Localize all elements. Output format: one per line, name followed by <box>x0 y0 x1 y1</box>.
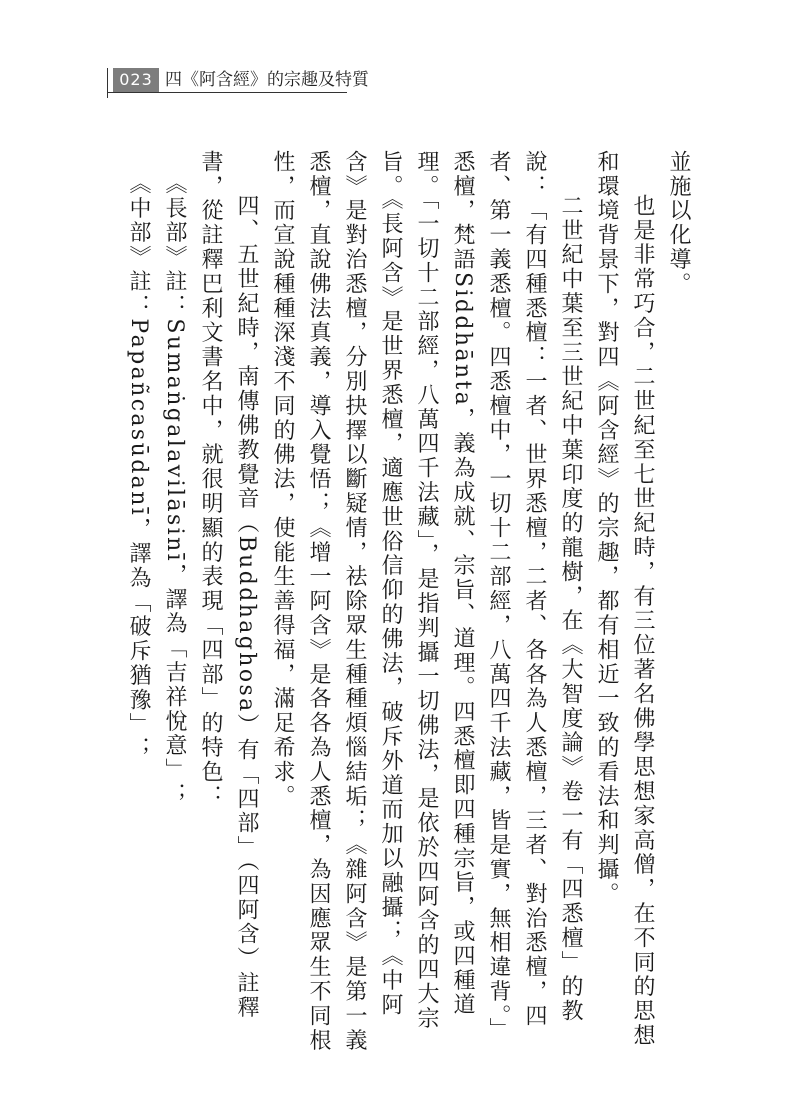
page-number: 023 <box>113 68 159 92</box>
quote-line: 《長部》註：Sumaṅgalavilāsinī，譯為「吉祥悅意」； <box>162 172 187 808</box>
paragraph: 二世紀中葉至三世紀中葉印度的龍樹，在《大智度論》卷一有「四悉檀」的教說：「有四種悉檀：一者、世界悉檀，二者、各各為人悉檀，三者、對治悉檀，四者、第一義悉檀。四悉檀中，一切十二部經，八萬四千法藏，皆是實，無相違背。」悉檀，梵語Siddhānta，義為成就、宗旨、道理。四悉檀即四種宗旨，或四種道理。「一切十二部經，八萬四千法藏」，是指判攝一切佛法，是依於四阿含的四大宗旨。《長阿含》是世界悉檀，適應世俗信仰的佛法，破斥外道而加以融攝；《中阿含》是對治悉檀，分別抉擇以斷疑情，祛除眾生種種煩惱結垢；《雜阿含》是第一義悉檀，直說佛法真義，導入覺悟；《增一阿含》是各各為人悉檀，為因應眾生不同根性，而宣說種種深淺不同的佛法，使能生善得福，滿足希求。 <box>270 150 583 1053</box>
running-title: 四《阿含經》的宗趣及特質 <box>165 70 369 90</box>
paragraph: 也是非常巧合，二世紀至七世紀時，有三位著名佛學思想家高僧，在不同的思想和環境背景下，對四《阿含經》的宗趣，都有相近一致的看法和判攝。 <box>594 150 655 1048</box>
vertical-body-text <box>116 150 696 1055</box>
paragraph: 四、五世紀時，南傳佛教覺音（Buddhaghosa）有「四部」（四阿含）註釋書，從註釋巴利文書名中，就很明顯的表現「四部」的特色： <box>198 150 259 1020</box>
header-horizontal-rule <box>107 92 347 93</box>
paragraph-continuation: 並施以化導。 <box>666 150 691 297</box>
quote-line: 《中部》註：Papañcasūdanī，譯為「破斥猶豫」； <box>126 172 151 762</box>
header-vertical-rule <box>107 68 108 98</box>
